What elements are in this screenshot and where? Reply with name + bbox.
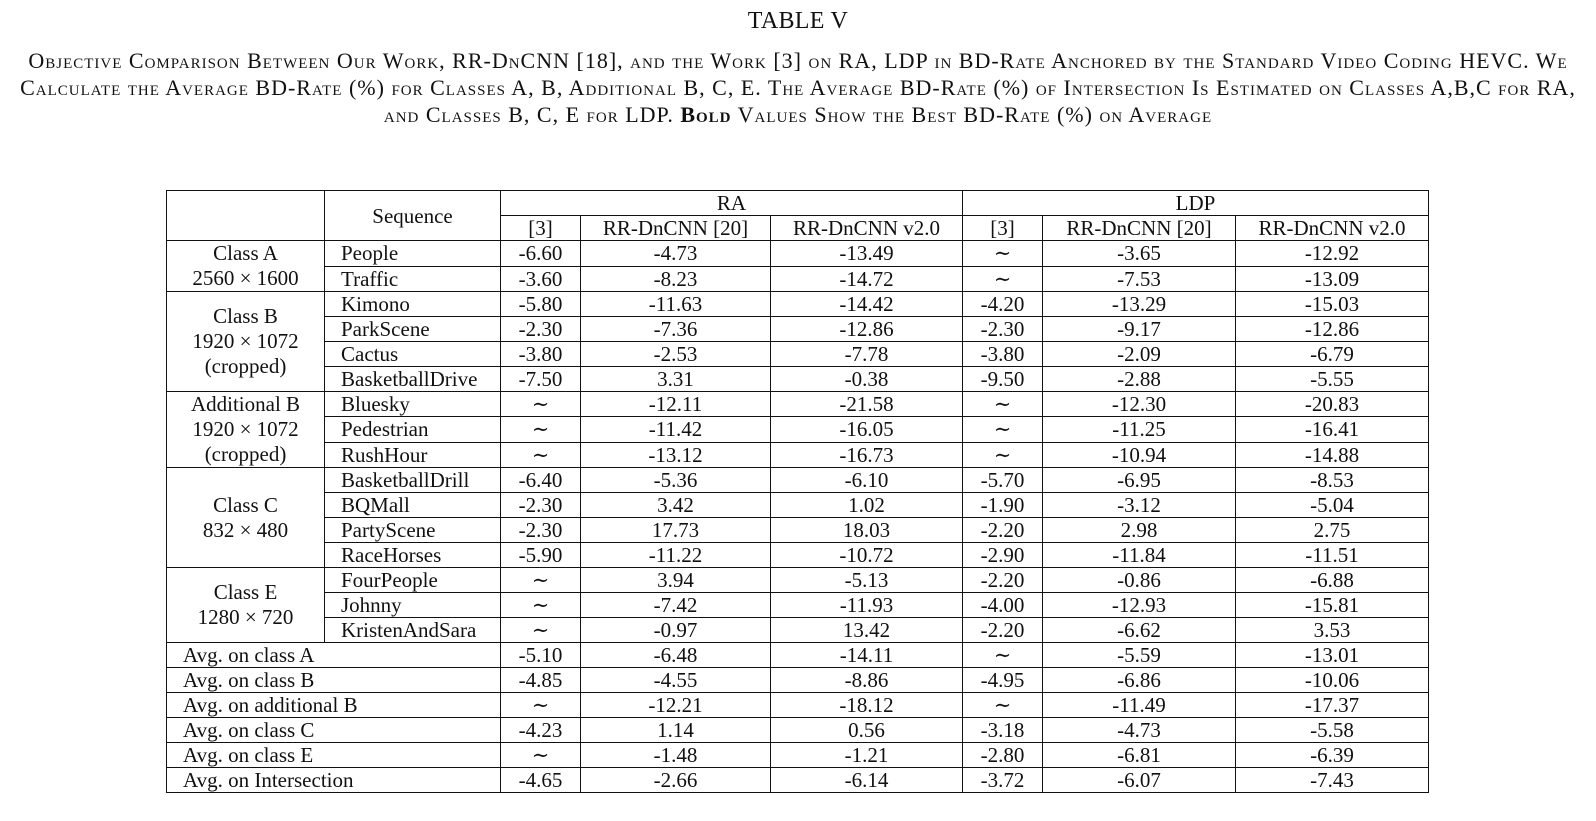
average-value: -4.55 [581,668,771,693]
average-label: Avg. on class E [167,743,501,768]
bd-rate-value: -8.53 [1236,468,1429,493]
bd-rate-value: -2.30 [963,317,1043,342]
average-row [167,768,1429,793]
bd-rate-value: ∼ [501,417,581,442]
average-label: Avg. on additional B [167,693,501,718]
bd-rate-value: ∼ [501,593,581,618]
sequence-name: Kimono [325,292,501,317]
bd-rate-value: -11.84 [1043,543,1236,568]
bd-rate-value: -10.94 [1043,442,1236,467]
average-value: 1.14 [581,718,771,743]
class-note: (cropped) [204,354,287,378]
bd-rate-value: 3.94 [581,568,771,593]
sequence-name: KristenAndSara [325,618,501,643]
bd-rate-value: -6.60 [501,241,581,267]
header-ra-rrdncnn-v2: RR-DnCNN v2.0 [771,216,963,241]
bd-rate-value: ∼ [501,618,581,643]
average-value: ∼ [501,693,581,718]
sequence-name: Pedestrian [325,417,501,442]
bd-rate-value: -5.13 [771,568,963,593]
class-name: Class E [213,580,278,604]
bd-rate-value: -11.42 [581,417,771,442]
bd-rate-table [166,190,1429,793]
table-row [167,317,1429,342]
average-value: -2.80 [963,743,1043,768]
bd-rate-value: ∼ [501,442,581,467]
bd-rate-value: 3.53 [1236,618,1429,643]
table-row [167,367,1429,392]
average-row [167,718,1429,743]
sequence-name: BasketballDrill [325,468,501,493]
header-ldp-rrdncnn: RR-DnCNN [20] [1043,216,1236,241]
average-label: Avg. on class A [167,643,501,668]
bd-rate-value: -5.70 [963,468,1043,493]
bd-rate-value: -13.12 [581,442,771,467]
bd-rate-value: -2.20 [963,618,1043,643]
bd-rate-value: -13.29 [1043,292,1236,317]
bd-rate-value: -11.63 [581,292,771,317]
class-label-cell [167,292,325,392]
table-row [167,493,1429,518]
caption-text: Objective Comparison Between Our Work, RR-DnCNN [18], and the Work [3] on RA, LDP in BD-Rate Anchored by the Standard Video Coding HEVC. We Calculate the Average BD-Rate (%) for Classes A, B, Additional B, C, E. The Average BD-Rate (%) of Intersection Is Estimated on Classes A,B,C for RA, and Classes B, C, E for LDP. [20,48,1576,127]
class-label-cell [167,241,325,292]
average-value: -3.72 [963,768,1043,793]
best-average-value: -6.81 [1043,743,1236,768]
average-value: ∼ [963,693,1043,718]
sequence-name: RushHour [325,442,501,467]
best-average-value: -5.58 [1236,718,1429,743]
class-resolution: 1920 × 1072 [192,329,299,353]
bd-rate-value: -5.90 [501,543,581,568]
bd-rate-value: -4.00 [963,593,1043,618]
bd-rate-value: -5.04 [1236,493,1429,518]
average-value: -4.95 [963,668,1043,693]
table-row [167,292,1429,317]
bd-rate-value: -6.40 [501,468,581,493]
bd-rate-value: -11.25 [1043,417,1236,442]
bd-rate-value: ∼ [963,241,1043,267]
bd-rate-value: -13.09 [1236,266,1429,292]
bd-rate-value: ∼ [963,266,1043,292]
best-average-value: -17.37 [1236,693,1429,718]
best-average-value: -18.12 [771,693,963,718]
table-row [167,568,1429,593]
bd-rate-value: -6.88 [1236,568,1429,593]
best-average-value: -1.48 [581,743,771,768]
sequence-name: BQMall [325,493,501,518]
bd-rate-value: 2.98 [1043,518,1236,543]
bd-rate-value: -4.73 [581,241,771,267]
class-name: Additional B [190,392,301,416]
class-name: Class A [213,241,278,265]
bd-rate-value: -2.20 [963,568,1043,593]
best-average-value: -13.01 [1236,643,1429,668]
bd-rate-value: -3.65 [1043,241,1236,267]
table-row [167,543,1429,568]
class-resolution: 2560 × 1600 [192,266,299,290]
average-row [167,693,1429,718]
bd-rate-value: -21.58 [771,392,963,417]
bd-rate-value: -14.88 [1236,442,1429,467]
header-ldp-rrdncnn-v2: RR-DnCNN v2.0 [1236,216,1429,241]
bd-rate-value: -15.81 [1236,593,1429,618]
bd-rate-value: -7.36 [581,317,771,342]
bd-rate-value: -3.60 [501,266,581,292]
table-row [167,593,1429,618]
table-row [167,417,1429,442]
bd-rate-value: -0.97 [581,618,771,643]
sequence-name: Traffic [325,266,501,292]
average-label: Avg. on Intersection [167,768,501,793]
bd-rate-value: -11.22 [581,543,771,568]
bd-rate-value: -2.30 [501,317,581,342]
bd-rate-value: -2.30 [501,493,581,518]
table-row [167,342,1429,367]
bd-rate-value: -14.42 [771,292,963,317]
best-average-value: -4.23 [501,718,581,743]
bd-rate-value: -3.80 [501,342,581,367]
bd-rate-value: -7.42 [581,593,771,618]
class-name: Class B [213,304,278,328]
sequence-name: Bluesky [325,392,501,417]
bd-rate-value: ∼ [963,442,1043,467]
class-label-cell [167,392,325,468]
sequence-name: FourPeople [325,568,501,593]
bd-rate-value: -6.10 [771,468,963,493]
bd-rate-value: -14.72 [771,266,963,292]
average-row [167,668,1429,693]
bd-rate-value: -0.86 [1043,568,1236,593]
bd-rate-value: -6.62 [1043,618,1236,643]
bd-rate-value: -6.95 [1043,468,1236,493]
bd-rate-value: -5.80 [501,292,581,317]
best-average-value: -8.86 [771,668,963,693]
header-ra-ref3: [3] [501,216,581,241]
bd-rate-value: ∼ [501,392,581,417]
bd-rate-value: -2.88 [1043,367,1236,392]
bd-rate-value: 17.73 [581,518,771,543]
average-row [167,743,1429,768]
bd-rate-value: -16.05 [771,417,963,442]
average-value: -6.48 [581,643,771,668]
average-value: -4.85 [501,668,581,693]
bd-rate-value: -3.80 [963,342,1043,367]
bd-rate-value: ∼ [501,568,581,593]
average-value: ∼ [501,743,581,768]
caption-bold-word: Bold [680,102,732,127]
header-sequence: Sequence [325,191,501,241]
best-average-value: -14.11 [771,643,963,668]
average-value: -4.65 [501,768,581,793]
average-value: -12.21 [581,693,771,718]
bd-rate-value: -20.83 [1236,392,1429,417]
sequence-name: People [325,241,501,267]
header-ldp-ref3: [3] [963,216,1043,241]
average-value: -6.39 [1236,743,1429,768]
average-value: -2.66 [581,768,771,793]
bd-rate-value: -15.03 [1236,292,1429,317]
bd-rate-value: -13.49 [771,241,963,267]
header-empty-cell [167,191,325,241]
bd-rate-value: -9.50 [963,367,1043,392]
bd-rate-value: -2.20 [963,518,1043,543]
class-label-cell [167,468,325,568]
bd-rate-value: -12.93 [1043,593,1236,618]
table-row [167,442,1429,467]
sequence-name: ParkScene [325,317,501,342]
average-value: -4.73 [1043,718,1236,743]
sequence-name: Johnny [325,593,501,618]
sequence-name: BasketballDrive [325,367,501,392]
bd-rate-value: -11.51 [1236,543,1429,568]
header-ldp: LDP [963,191,1429,216]
bd-rate-value: -3.12 [1043,493,1236,518]
bd-rate-value: -6.79 [1236,342,1429,367]
class-resolution: 1920 × 1072 [192,417,299,441]
bd-rate-value: -12.92 [1236,241,1429,267]
average-value: -11.49 [1043,693,1236,718]
bd-rate-value: -4.20 [963,292,1043,317]
bd-rate-value: -9.17 [1043,317,1236,342]
table-row [167,618,1429,643]
sequence-name: RaceHorses [325,543,501,568]
average-label: Avg. on class B [167,668,501,693]
bd-rate-value: 18.03 [771,518,963,543]
class-label-cell [167,568,325,643]
bd-rate-value: 3.31 [581,367,771,392]
bd-rate-value: -2.90 [963,543,1043,568]
table-row [167,392,1429,417]
table-row [167,468,1429,493]
bd-rate-value: -16.41 [1236,417,1429,442]
caption-text-end: Values Show the Best BD-Rate (%) on Average [737,102,1213,127]
table-row [167,241,1429,267]
average-value: -5.59 [1043,643,1236,668]
bd-rate-value: -2.53 [581,342,771,367]
class-name: Class C [213,492,278,517]
bd-rate-value: -2.30 [501,518,581,543]
average-row [167,643,1429,668]
header-ra-rrdncnn: RR-DnCNN [20] [581,216,771,241]
average-value: -6.07 [1043,768,1236,793]
average-value: -1.21 [771,743,963,768]
bd-rate-value: -8.23 [581,266,771,292]
header-row-top [167,191,1429,216]
bd-rate-value: -10.72 [771,543,963,568]
average-value: 0.56 [771,718,963,743]
bd-rate-value: -12.86 [1236,317,1429,342]
average-value: -5.10 [501,643,581,668]
bd-rate-value: 2.75 [1236,518,1429,543]
average-value: -6.86 [1043,668,1236,693]
class-note: (cropped) [204,442,287,466]
bd-rate-value: -12.11 [581,392,771,417]
bd-rate-value: -7.78 [771,342,963,367]
bd-rate-value: 1.02 [771,493,963,518]
average-label: Avg. on class C [167,718,501,743]
bd-rate-value: -2.09 [1043,342,1236,367]
best-average-value: -7.43 [1236,768,1429,793]
table-row [167,518,1429,543]
bd-rate-value: -7.50 [501,367,581,392]
best-average-value: -6.14 [771,768,963,793]
bd-rate-value: -0.38 [771,367,963,392]
best-average-value: -10.06 [1236,668,1429,693]
table-row [167,266,1429,292]
header-ra: RA [501,191,963,216]
average-value: ∼ [963,643,1043,668]
bd-rate-value: -12.86 [771,317,963,342]
average-value: -3.18 [963,718,1043,743]
bd-rate-value: -16.73 [771,442,963,467]
bd-rate-value: -7.53 [1043,266,1236,292]
bd-rate-value: -1.90 [963,493,1043,518]
bd-rate-value: -5.36 [581,468,771,493]
sequence-name: PartyScene [325,518,501,543]
bd-rate-value: ∼ [963,417,1043,442]
class-resolution: 832 × 480 [202,517,289,542]
bd-rate-value: -11.93 [771,593,963,618]
bd-rate-value: -12.30 [1043,392,1236,417]
class-resolution: 1280 × 720 [197,605,294,629]
bd-rate-value: ∼ [963,392,1043,417]
table-label: TABLE V [747,8,849,34]
table-body [167,241,1429,793]
bd-rate-value: 3.42 [581,493,771,518]
bd-rate-value: -5.55 [1236,367,1429,392]
table-caption [6,47,1590,128]
sequence-name: Cactus [325,342,501,367]
bd-rate-value: 13.42 [771,618,963,643]
